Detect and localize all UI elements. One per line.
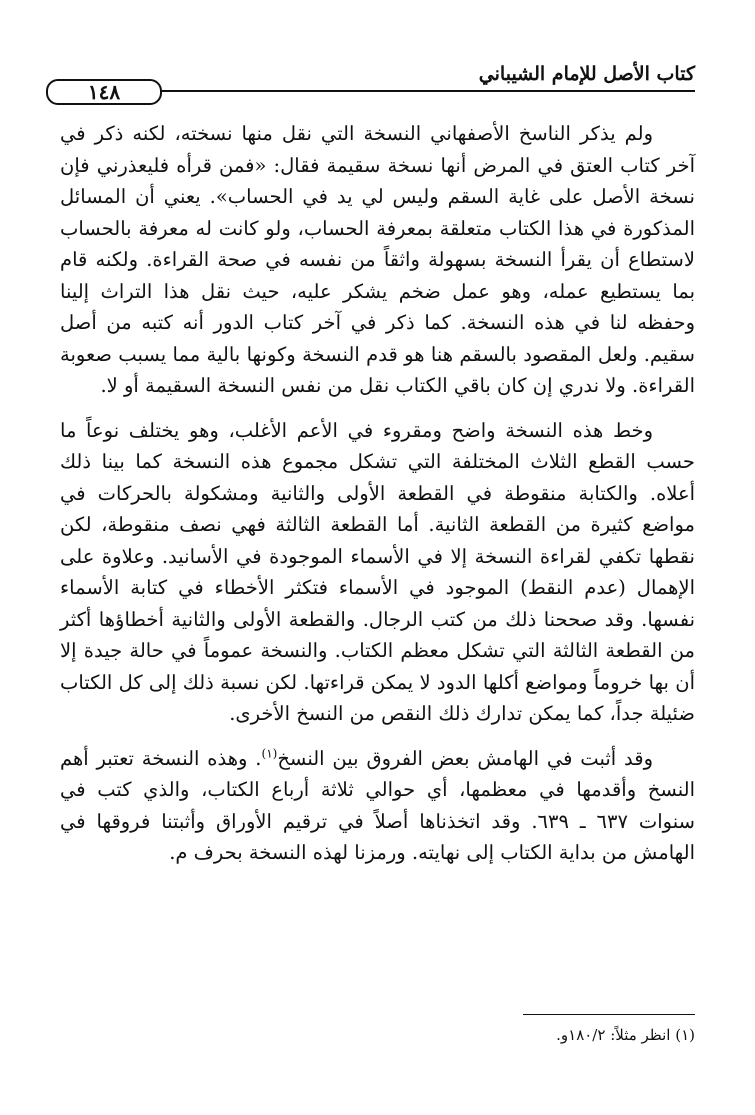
page-number: ١٤٨ [46, 79, 162, 105]
paragraph-3-start: وقد أثبت في الهامش بعض الفروق بين النسخ [277, 746, 654, 770]
paragraph-3 [60, 743, 695, 869]
footnote: (١) انظر مثلاً: ١٨٠/٢و. [556, 1026, 695, 1044]
body-text [60, 118, 695, 882]
footnote-rule [523, 1014, 695, 1015]
running-header [46, 62, 695, 106]
paragraph-3-end: . وهذه النسخة تعتبر أهم النسخ وأقدمها في معظمها، أي حوالي ثلاثة أرباع الكتاب، والذي كتب في سنوات ٦٣٧ ـ ٦٣٩. وقد اتخذناها أصلاً في ترقيم الأوراق وأثبتنا فروقها في الهامش من بداية الكتاب إلى نهايته. ورمزنا لهذه النسخة بحرف م. [60, 746, 695, 864]
footnote-reference: (١) [261, 746, 278, 760]
paragraph-1: ولم يذكر الناسخ الأصفهاني النسخة التي نقل منها نسخته، لكنه ذكر في آخر كتاب العتق في المرض أنها نسخة سقيمة فقال: «فمن قرأه فليعذرني فإن نسخة الأصل على غاية السقم وليس لي يد في الحساب». يعني أن المسائل المذكورة في هذا الكتاب متعلقة بمعرفة الحساب، ولو كانت له معرفة بالحساب لاستطاع أن يقرأ النسخة بسهولة واثقاً من نفسه في صحة القراءة. ولكنه قام بما يستطيع عمله، وهو عمل ضخم يشكر عليه، حيث نقل هذا التراث إلينا وحفظه لنا في هذه النسخة. كما ذكر في آخر كتاب الدور أنه كتبه من أصل سقيم. ولعل المقصود بالسقم هنا هو قدم النسخة وكونها بالية مما يسبب صعوبة القراءة. ولا ندري إن كان باقي الكتاب نقل من نفس النسخة السقيمة أو لا. [60, 122, 695, 397]
paragraph-2: وخط هذه النسخة واضح ومقروء في الأعم الأغلب، وهو يختلف نوعاً ما حسب القطع الثلاث المختلفة التي تشكل مجموع هذه النسخة كما بينا ذلك أعلاه. والكتابة منقوطة في القطعة الأولى والثانية ومشكولة بالحركات في مواضع كثيرة من القطعة الثانية. أما القطعة الثالثة فهي نصف منقوطة، لكن نقطها تكفي لقراءة النسخة إلا في الأسماء الموجودة في الأسانيد. وعلاوة على الإهمال (عدم النقط) الموجود في الأسماء فتكثر الأخطاء في كتابة الأسماء نفسها. وقد صححنا ذلك من كتب الرجال. والقطعة الأولى والثانية أخطاؤها أكثر من القطعة الثالثة التي تشكل معظم الكتاب. والنسخة عموماً في حالة جيدة إلا أن بها خروماً ومواضع أكلها الدود لا يمكن قراءتها. لكن نسبة ذلك إلى كل الكتاب ضئيلة جداً، كما يمكن تدارك ذلك النقص من النسخ الأخرى. [60, 418, 695, 725]
book-title: كتاب الأصل للإمام الشيباني [478, 63, 695, 85]
